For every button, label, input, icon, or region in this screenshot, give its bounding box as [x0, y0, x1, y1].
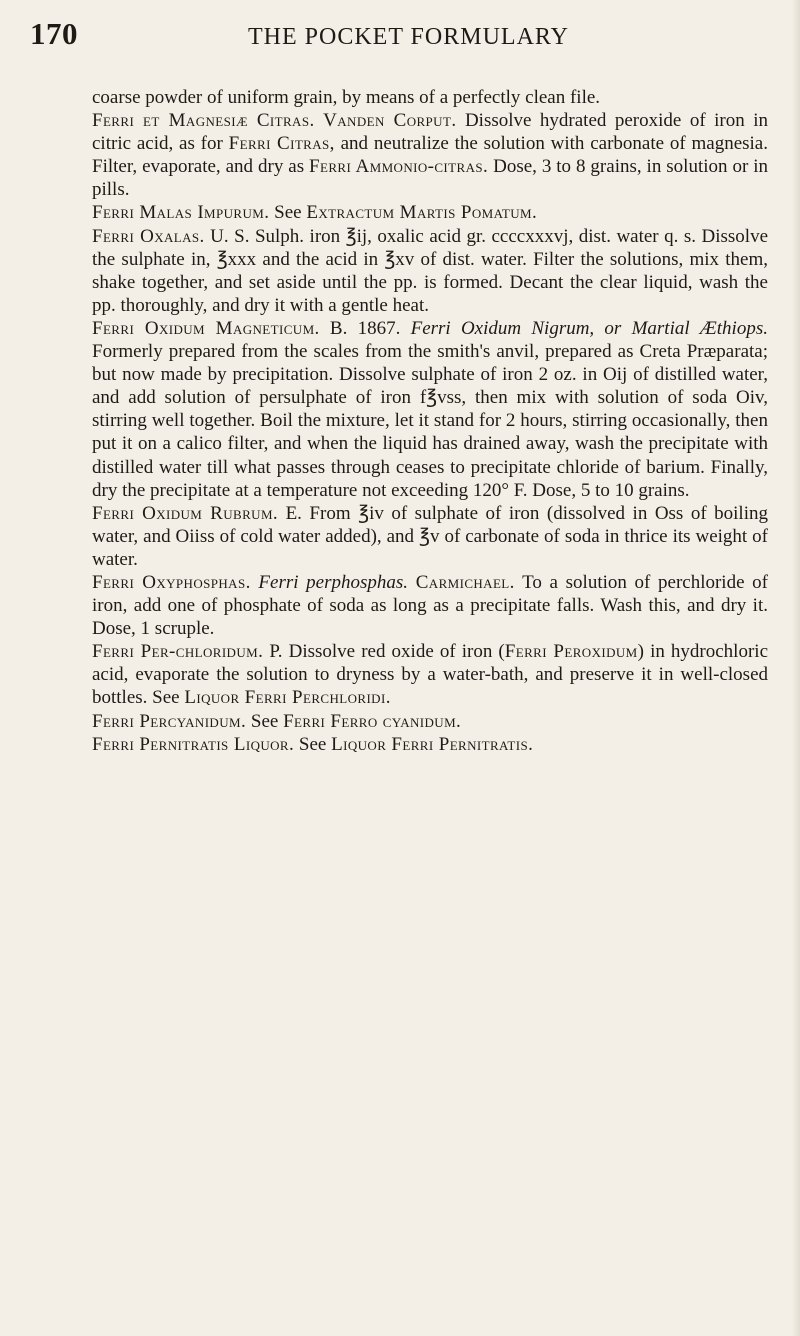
- formulary-entry: [92, 640, 768, 709]
- page-number: 170: [30, 16, 78, 51]
- small-caps-term: Liquor Ferri Pernitratis.: [331, 733, 534, 755]
- entry-text: See: [269, 202, 307, 224]
- entry-text: Dose, 3 to 8 grains, in solution or in pills.: [92, 156, 768, 201]
- entry-text: See: [294, 733, 332, 755]
- page-header: [20, 16, 760, 56]
- small-caps-term: Ferri Per-chloridum.: [92, 641, 264, 663]
- entry-text: and neutralize the solution with carbonate of magnesia. Filter, evaporate, and dry as: [92, 133, 768, 178]
- small-caps-term: Ferri Oxalas.: [92, 225, 205, 247]
- small-caps-term: Ferri Oxidum Rubrum.: [92, 502, 279, 524]
- continued-paragraph: [92, 86, 768, 109]
- small-caps-term: Ferri Peroxidum: [504, 641, 638, 663]
- formulary-entry: [92, 109, 768, 201]
- small-caps-term: Extractum Martis Pomatum.: [306, 202, 538, 224]
- formulary-entry: [92, 571, 768, 640]
- page-edge: [792, 0, 800, 1336]
- small-caps-term: Ferri Malas Impurum.: [92, 202, 270, 224]
- small-caps-term: Ferri Pernitratis Liquor.: [92, 733, 295, 755]
- entry-text: ) in hydrochloric acid, evaporate the solution to dryness by a water-bath, and preserve it in well-closed bottles. See: [92, 641, 768, 709]
- small-caps-term: Ferri et Magnesiæ Citras. Vanden Corput.: [92, 110, 457, 132]
- italic-term: Ferri perphosphas.: [258, 571, 409, 593]
- formulary-entry: [92, 317, 768, 502]
- entry-text: E. From ℥iv of sulphate of iron (dissolved in Oss of boiling water, and Oiiss of cold water added), and ℥v of carbonate of soda in thrice its weight of water.: [92, 502, 768, 570]
- small-caps-term: Ferri Oxyphosphas.: [92, 571, 251, 593]
- entry-text: Formerly prepared from the scales from the smith's anvil, prepared as Creta Præparata; but now made by precipitation. Dissolve sulphate of iron 2 oz. in Oij of distilled water, and add solution of persulphate of iron f℥vss, then mix with solution of soda Oiv, stirring well together. Boil the mixture, let it stand for 2 hours, stirring occasionally, then put it on a calico filter, and when the liquid has drained away, wash the precipitate with distilled water till what passes through ceases to precipitate chloride of barium. Finally, dry the precipitate at a temperature not exceeding 120° F. Dose, 5 to 10 grains.: [92, 341, 768, 501]
- formulary-entry: [92, 502, 768, 571]
- formulary-entry: [92, 225, 768, 317]
- small-caps-term: Liquor Ferri Perchloridi.: [184, 687, 391, 709]
- formulary-entry: [92, 733, 768, 756]
- formulary-entry: [92, 710, 768, 733]
- entry-text: See: [246, 710, 284, 732]
- entry-text: U. S. Sulph. iron ℥ij, oxalic acid gr. ccccxxxvj, dist. water q. s. Dissolve the sulphate in, ℥xxx and the acid in ℥xv of dist. water. Filter the solutions, mix them, shake together, and set aside until the pp. is formed. Decant the clear liquid, wash the pp. thoroughly, and dry it with a gentle heat.: [92, 225, 769, 316]
- small-caps-term: Ferri Percyanidum.: [92, 710, 247, 732]
- entry-text: To a solution of perchloride of iron, add one of phosphate of soda as long as a precipitate falls. Wash this, and dry it. Dose, 1 scruple.: [92, 571, 768, 640]
- small-caps-term: Ferri Oxidum Magneticum.: [92, 317, 320, 339]
- body-text: [92, 86, 768, 756]
- entry-text: Dissolve hydrated peroxide of iron in citric acid, as for: [92, 110, 768, 155]
- small-caps-term: Ferri Citras,: [228, 133, 335, 155]
- small-caps-term: Ferri Ammonio-citras.: [309, 156, 489, 178]
- running-title: THE POCKET FORMULARY: [248, 24, 569, 50]
- small-caps-term: Carmichael.: [415, 571, 515, 593]
- entry-text: P. Dissolve red oxide of iron (: [263, 641, 505, 663]
- italic-term: Ferri Oxidum Nigrum, or Martial Æthiops.: [410, 317, 768, 339]
- entry-text: coarse powder of uniform grain, by means of a perfectly clean file.: [92, 87, 601, 108]
- formulary-entry: [92, 201, 768, 224]
- small-caps-term: Ferri Ferro cyanidum.: [283, 710, 462, 732]
- entry-text: B. 1867.: [319, 317, 411, 339]
- entry-text: [408, 572, 416, 593]
